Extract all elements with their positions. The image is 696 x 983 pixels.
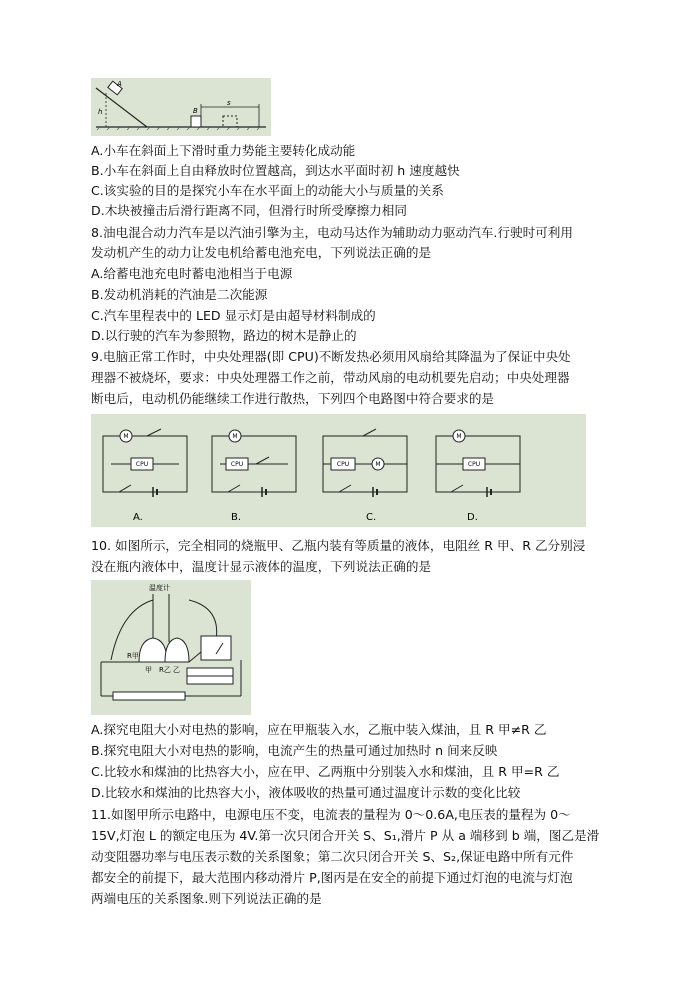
q8-option-a: A.给蓄电池充电时蓄电池相当于电源 [91, 266, 293, 281]
q7-option-b: B.小车在斜面上自由释放时位置越高，到达水平面时初 h 速度越快 [91, 163, 460, 178]
q10-option-d: D.比较水和煤油的比热容大小，液体吸收的热量可通过温度计示数的变化比较 [91, 785, 521, 800]
motor-label-a: M [123, 433, 129, 440]
r-jia-label: R甲 [127, 652, 139, 660]
q11-stem-line-1: 11.如图甲所示电路中，电源电压不变，电流表的量程为 0～0.6A,电压表的量程为 0～ [91, 807, 571, 822]
q11-stem-line-3: 动变阻器功率与电压表示数的关系图象；第二次只闭合开关 S、S₂,保证电路中所有元件 [91, 849, 574, 864]
incline-label-b: B [193, 107, 198, 115]
q9-circuit-figure [91, 414, 586, 527]
q11-stem-line-2: 15V,灯泡 L 的额定电压为 4V.第一次只闭合开关 S、S₁,滑片 P 从 a 端移到 b 端，图乙是滑 [91, 828, 600, 843]
q10-stem-line-1: 10. 如图所示，完全相同的烧瓶甲、乙瓶内装有等质量的液体，电阻丝 R 甲、R 乙分别浸 [91, 538, 586, 553]
yi-label: 乙 [173, 666, 180, 674]
q11-stem-line-4: 都安全的前提下，最大范围内移动滑片 P,图丙是在安全的前提下通过灯泡的电流与灯泡 [91, 870, 573, 885]
q8-stem-line-2: 发动机产生的动力让发电机给蓄电池充电，下列说法正确的是 [91, 245, 432, 260]
circuit-label-c: C. [366, 512, 377, 523]
q9-stem-line-2: 理器不被烧坏，要求：中央处理器工作之前，带动风扇的电动机要先启动；中央处理器 [91, 370, 570, 385]
q7-option-c: C.该实验的目的是探究小车在水平面上的动能大小与质量的关系 [91, 183, 444, 198]
q9-stem-line-1: 9.电脑正常工作时，中央处理器(即 CPU)不断发热必须用风扇给其降温为了保证中央处 [91, 349, 571, 364]
incline-label-a: A [117, 80, 122, 88]
q8-option-b: B.发动机消耗的汽油是二次能源 [91, 287, 268, 302]
incline-label-h: h [98, 108, 103, 116]
q8-option-c: C.汽车里程表中的 LED 显示灯是由超导材料制成的 [91, 308, 376, 323]
q8-option-d: D.以行驶的汽车为参照物，路边的树木是静止的 [91, 328, 357, 343]
motor-label-b: M [232, 433, 238, 440]
thermometer-label: 温度计 [149, 584, 170, 592]
r-yi-label: R乙 [159, 666, 171, 674]
cpu-label-a: CPU [135, 461, 149, 468]
q7-option-a: A.小车在斜面上下滑时重力势能主要转化成动能 [91, 143, 356, 158]
q11-stem-line-5: 两端电压的关系图象.则下列说法正确的是 [91, 891, 322, 906]
circuit-label-b: B. [231, 512, 242, 523]
q10-stem-line-2: 没在瓶内液体中，温度计显示液体的温度，下列说法正确的是 [91, 559, 432, 574]
circuit-label-a: A. [133, 512, 143, 523]
q7-option-d: D.木块被撞击后滑行距离不同，但滑行时所受摩擦力相同 [91, 203, 407, 218]
jia-label: 甲 [145, 666, 152, 674]
q10-option-b: B.探究电阻大小对电热的影响，电流产生的热量可通过加热时 n 间来反映 [91, 743, 498, 758]
circuit-label-d: D. [467, 512, 478, 523]
q8-stem-line-1: 8.油电混合动力汽车是以汽油引擎为主，电动马达作为辅助动力驱动汽车.行驶时可利用 [91, 225, 573, 240]
q10-apparatus-figure [91, 580, 251, 715]
motor-label-d: M [456, 433, 462, 440]
cpu-label-d: CPU [467, 461, 481, 468]
incline-label-s: s [227, 99, 231, 107]
incline-experiment-figure [91, 78, 271, 136]
q9-stem-line-3: 断电后，电动机仍能继续工作进行散热，下列四个电路图中符合要求的是 [91, 391, 494, 406]
q10-option-c: C.比较水和煤油的比热容大小，应在甲、乙两瓶中分别装入水和煤油，且 R 甲=R 乙 [91, 764, 560, 779]
motor-label-c: M [375, 461, 381, 468]
q10-option-a: A.探究电阻大小对电热的影响，应在甲瓶装入水，乙瓶中装入煤油，且 R 甲≠R 乙 [91, 722, 547, 737]
cpu-label-c: CPU [336, 461, 350, 468]
cpu-label-b: CPU [230, 461, 244, 468]
